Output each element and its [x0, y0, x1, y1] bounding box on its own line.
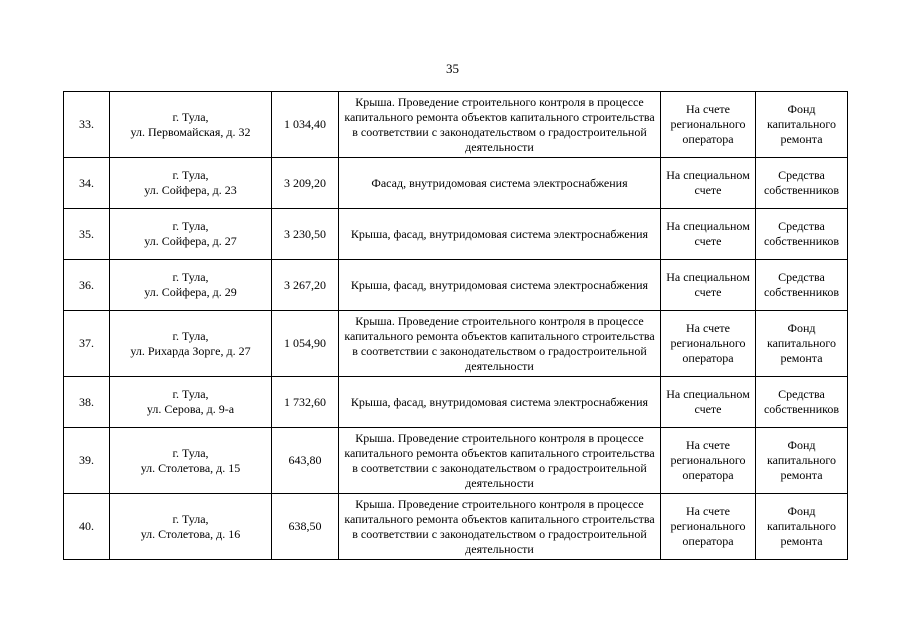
address-city: г. Тула,: [172, 328, 209, 343]
repair-program-table: [63, 91, 848, 560]
row-number: 35.: [64, 209, 110, 260]
address-cell: [110, 92, 272, 158]
account-type-cell: На специальном счете: [661, 158, 756, 209]
area-cell: 3 230,50: [272, 209, 339, 260]
address-cell: [110, 311, 272, 377]
area-cell: 1 034,40: [272, 92, 339, 158]
row-number: 40.: [64, 494, 110, 560]
address-cell: [110, 377, 272, 428]
funding-source-cell: Фонд капитального ремонта: [756, 494, 848, 560]
work-type-cell: Крыша. Проведение строительного контроля в процессе капитального ремонта объектов капитального строительства в соответствии с законодательством о градостроительной деятельности: [339, 428, 661, 494]
account-type-cell: На счете регионального оператора: [661, 311, 756, 377]
address-city: г. Тула,: [172, 168, 209, 182]
funding-source-cell: Фонд капитального ремонта: [756, 92, 848, 158]
table-row: [64, 158, 848, 209]
work-type-cell: Крыша. Проведение строительного контроля в процессе капитального ремонта объектов капитального строительства в соответствии с законодательством о градостроительной деятельности: [339, 92, 661, 158]
work-type-cell: Крыша. Проведение строительного контроля в процессе капитального ремонта объектов капитального строительства в соответствии с законодательством о градостроительной деятельности: [339, 311, 661, 377]
funding-source-cell: Средства собственников: [756, 158, 848, 209]
account-type-cell: На специальном счете: [661, 377, 756, 428]
address-city: г. Тула,: [172, 219, 209, 233]
address-cell: [110, 494, 272, 560]
table-row: [64, 260, 848, 311]
work-type-cell: Фасад, внутридомовая система электроснабжения: [339, 158, 661, 209]
address-street: ул. Сойфера, д. 23: [144, 183, 237, 197]
address-city: г. Тула,: [172, 445, 209, 460]
address-city: г. Тула,: [172, 270, 209, 284]
account-type-cell: На счете регионального оператора: [661, 428, 756, 494]
work-type-cell: Крыша, фасад, внутридомовая система электроснабжения: [339, 377, 661, 428]
account-type-cell: На счете регионального оператора: [661, 92, 756, 158]
address-city: г. Тула,: [172, 109, 209, 124]
work-type-cell: Крыша, фасад, внутридомовая система электроснабжения: [339, 260, 661, 311]
address-street: ул. Серова, д. 9-а: [146, 402, 235, 416]
work-type-cell: Крыша, фасад, внутридомовая система электроснабжения: [339, 209, 661, 260]
address-cell: [110, 158, 272, 209]
funding-source-cell: Средства собственников: [756, 209, 848, 260]
funding-source-cell: Фонд капитального ремонта: [756, 311, 848, 377]
account-type-cell: На специальном счете: [661, 260, 756, 311]
address-street: ул. Сойфера, д. 27: [144, 234, 237, 248]
address-street: ул. Столетова, д. 15: [140, 460, 241, 475]
row-number: 39.: [64, 428, 110, 494]
address-city: г. Тула,: [172, 511, 209, 526]
account-type-cell: На специальном счете: [661, 209, 756, 260]
area-cell: 3 267,20: [272, 260, 339, 311]
page-number: 35: [446, 61, 459, 76]
table-row: [64, 209, 848, 260]
table-row: [64, 92, 848, 158]
area-cell: 1 054,90: [272, 311, 339, 377]
address-street: ул. Столетова, д. 16: [140, 526, 241, 541]
table-row: [64, 494, 848, 560]
work-type-cell: Крыша. Проведение строительного контроля в процессе капитального ремонта объектов капитального строительства в соответствии с законодательством о градостроительной деятельности: [339, 494, 661, 560]
funding-source-cell: Средства собственников: [756, 377, 848, 428]
area-cell: 3 209,20: [272, 158, 339, 209]
row-number: 34.: [64, 158, 110, 209]
address-cell: [110, 260, 272, 311]
account-type-cell: На счете регионального оператора: [661, 494, 756, 560]
funding-source-cell: Фонд капитального ремонта: [756, 428, 848, 494]
area-cell: 638,50: [272, 494, 339, 560]
row-number: 36.: [64, 260, 110, 311]
row-number: 38.: [64, 377, 110, 428]
address-cell: [110, 209, 272, 260]
row-number: 33.: [64, 92, 110, 158]
row-number: 37.: [64, 311, 110, 377]
address-street: ул. Рихарда Зорге, д. 27: [130, 343, 251, 358]
address-street: ул. Первомайская, д. 32: [130, 124, 251, 139]
address-city: г. Тула,: [172, 387, 209, 401]
address-street: ул. Сойфера, д. 29: [144, 285, 237, 299]
area-cell: 1 732,60: [272, 377, 339, 428]
table-row: [64, 311, 848, 377]
funding-source-cell: Средства собственников: [756, 260, 848, 311]
table-row: [64, 377, 848, 428]
address-cell: [110, 428, 272, 494]
table-row: [64, 428, 848, 494]
area-cell: 643,80: [272, 428, 339, 494]
